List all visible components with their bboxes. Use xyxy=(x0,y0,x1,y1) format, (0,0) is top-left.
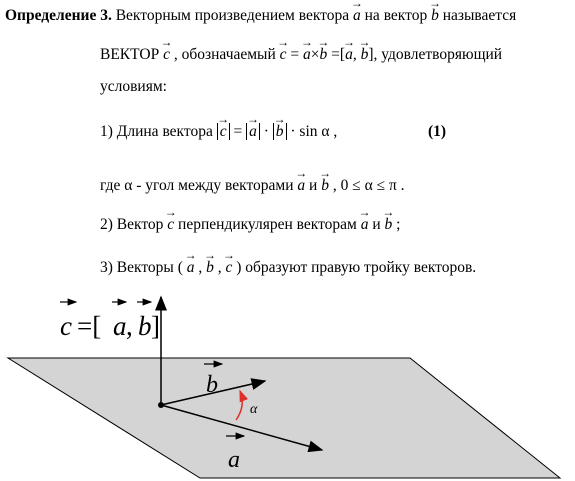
condition-3: 3) Векторы ( → a , → b , → c ) образуют правую тройку векторов. xyxy=(100,258,476,278)
svg-text:]: ] xyxy=(151,311,160,341)
origin-point xyxy=(158,402,164,408)
abs-a: → a xyxy=(246,123,260,140)
formula-a2: → a xyxy=(345,45,353,65)
formula-a: → a xyxy=(303,45,311,65)
vector-c: → c xyxy=(163,45,170,65)
plane xyxy=(8,358,560,478)
formula-b-label: b xyxy=(138,311,152,341)
vector-a-label: a xyxy=(228,447,240,473)
formula-c: → c xyxy=(280,45,287,65)
vector-b: → b xyxy=(431,6,439,26)
definition-line-2: ВЕКТОР → c , обозначаемый → c = → a×→ b =[→ a, → b], удовлетворяющий xyxy=(100,45,502,65)
vector-b-label: b xyxy=(206,372,218,398)
condition-2: 2) Вектор → c перпендикулярен векторам → a и → b ; xyxy=(100,215,400,235)
definition-line-3: условиям: xyxy=(100,78,167,95)
formula-c-label: c xyxy=(60,311,72,341)
equation-number: (1) xyxy=(428,123,447,140)
angle-label: α xyxy=(250,402,258,417)
formula-b2: → b xyxy=(361,45,369,65)
svg-text:,: , xyxy=(126,311,133,341)
condition-1-note: где α - угол между векторами → a и → b , 0 ≤ α ≤ π . xyxy=(100,176,405,196)
definition-label: Определение 3. xyxy=(5,7,112,24)
formula-a-label: a xyxy=(113,311,127,341)
vector-a: → a xyxy=(353,6,361,26)
condition-1: 1) Длина вектора → c = → a · → b · sin α , xyxy=(100,122,337,142)
definition-line-1: Определение 3. Векторным произведением вектора → a на вектор → b называется xyxy=(5,6,516,26)
svg-text:=[: =[ xyxy=(77,311,102,341)
abs-c: → c xyxy=(217,123,230,140)
formula-b: → b xyxy=(320,45,328,65)
abs-b: → b xyxy=(273,123,287,140)
